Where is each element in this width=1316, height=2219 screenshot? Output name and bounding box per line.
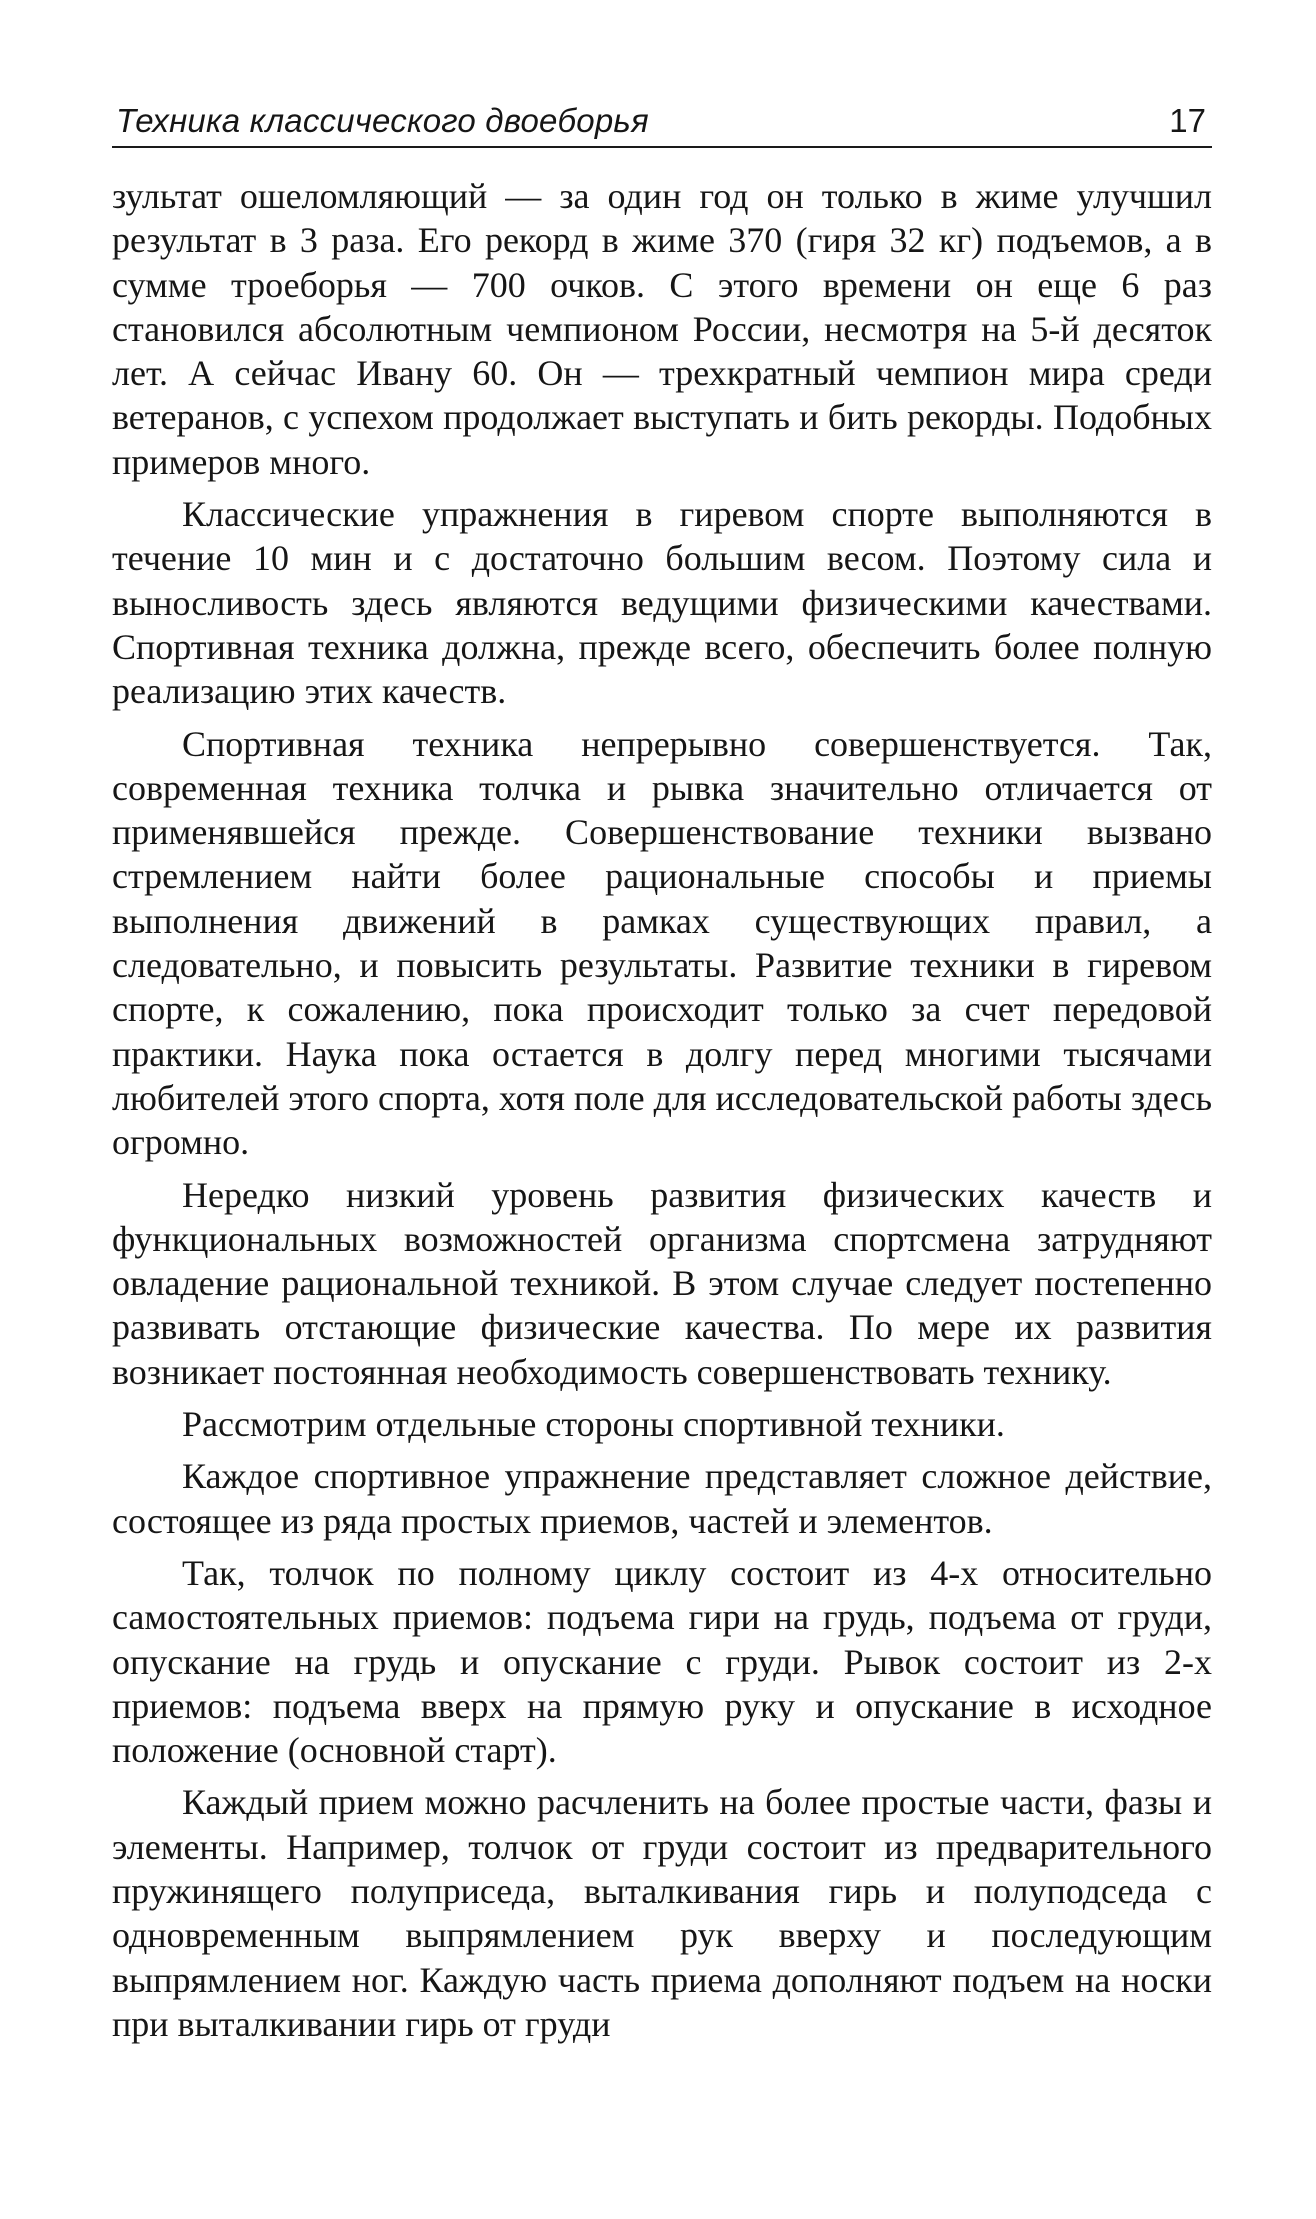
book-page (112, 92, 1212, 2046)
chapter-title: Техника классического двоеборья (116, 102, 649, 139)
paragraph-4: Нередко низкий уровень развития физических качеств и функциональных возможностей организма спортсмена затрудняют овладение рациональной техникой. В этом случае следует постепенно развивать отстающие физические качества. По мере их развития возникает постоянная необходимость совершенствовать технику. (112, 1174, 1212, 1392)
body-text (112, 174, 1212, 2046)
paragraph-1: зультат ошеломляющий — за один год он только в жиме улучшил результат в 3 раза. Его рекорд в жиме 370 (гиря 32 кг) подъемов, а в сумме троеборья — 700 очков. С этого времени он еще 6 раз становился абсолютным чемпионом России, несмотря на 5-й десяток лет. А сейчас Ивану 60. Он — трехкратный чемпион мира среди ветеранов, с успехом продолжает выступать и бить рекорды. Подобных примеров много. (112, 176, 1212, 482)
paragraph-2: Классические упражнения в гиревом спорте выполняются в течение 10 мин и с достаточно большим весом. Поэтому сила и выносливость здесь являются ведущими физическими качествами. Спортивная техника должна, прежде всего, обеспечить более полную реализацию этих качеств. (112, 494, 1212, 712)
running-header (112, 92, 1212, 148)
paragraph-3: Спортивная техника непрерывно совершенствуется. Так, современная техника толчка и рывка значительно отличается от применявшейся прежде. Совершенствование техники вызвано стремлением найти более рациональные способы и приемы выполнения движений в рамках существующих правил, а следовательно, и повысить результаты. Развитие техники в гиревом спорте, к сожалению, пока происходит только за счет передовой практики. Наука пока остается в долгу перед многими тысячами любителей этого спорта, хотя поле для исследовательской работы здесь огромно. (112, 723, 1212, 1163)
paragraph-7: Так, толчок по полному циклу состоит из 4-х относительно самостоятельных приемов: подъема гири на грудь, подъема от груди, опускание на грудь и опускание с груди. Рывок состоит из 2-х приемов: подъема вверх на прямую руку и опускание в исходное положение (основной старт). (112, 1552, 1212, 1771)
paragraph-8: Каждый прием можно расчленить на более простые части, фазы и элементы. Например, толчок от груди состоит из предварительного пружинящего полуприседа, выталкивания гирь и полуподседа с одновременным выпрямлением рук вверху и последующим выпрямлением ног. Каждую часть приема дополняют подъем на носки при выталкивании гирь от груди (112, 1782, 1212, 2044)
page-number: 17 (1169, 102, 1206, 139)
paragraph-5: Рассмотрим отдельные стороны спортивной техники. (182, 1404, 1005, 1445)
paragraph-6: Каждое спортивное упражнение представляет сложное действие, состоящее из ряда простых приемов, частей и элементов. (112, 1456, 1212, 1541)
